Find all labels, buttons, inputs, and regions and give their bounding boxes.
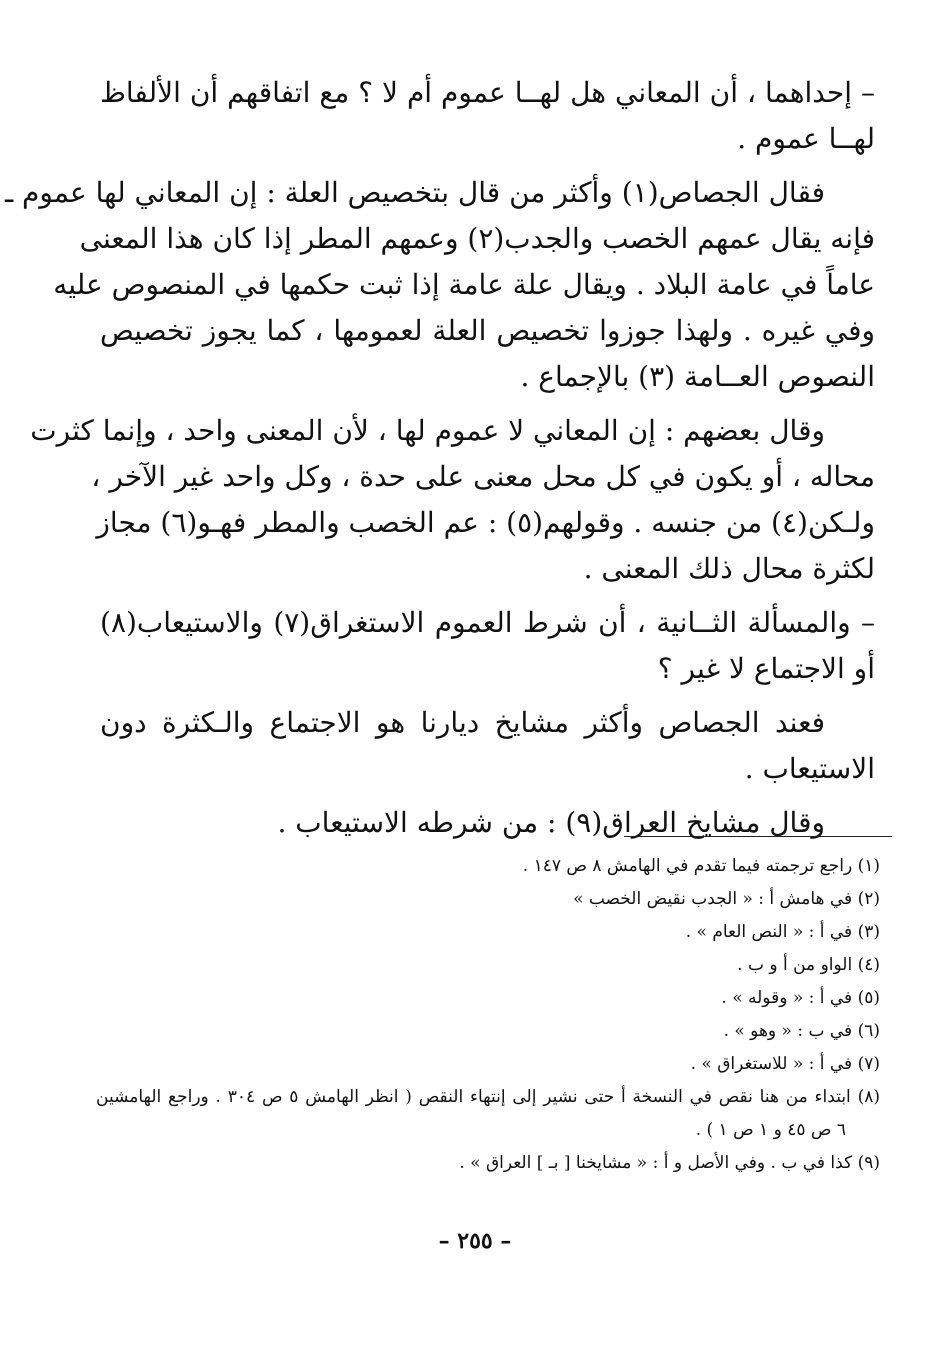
footnote: (٨) ابتداء من هنا نقص في النسخة أ حتى نشير إلى إنتهاء النقص ( انظر الهامش ٥ ص ٣٠٤ . وراجع الهامشين xyxy=(96,1087,880,1107)
text-line: – والمسألة الثــانية ، أن شرط العموم الاستغراق(٧) والاستيعاب(٨) xyxy=(100,606,876,639)
text-line: الاستيعاب . xyxy=(744,752,875,785)
text-line: النصوص العــامة (٣) بالإجماع . xyxy=(520,360,875,393)
footnote: (٩) كذا في ب . وفي الأصل و أ : « مشايخنا [ بـ ] العراق » . xyxy=(459,1153,880,1173)
footnote: (٥) في أ : « وقوله » . xyxy=(721,988,880,1008)
main-text xyxy=(4,70,876,846)
footnote-separator xyxy=(624,836,892,837)
text-line: فعند الجصاص وأكثر مشايخ ديارنا هو الاجتماع والـكثرة دون xyxy=(100,706,825,739)
text-line: أو الاجتماع لا غير ؟ xyxy=(657,652,875,685)
text-line: – إحداهما ، أن المعاني هل لهــا عموم أم لا ؟ مع اتفاقهم أن الألفاظ xyxy=(100,76,875,109)
text-line: محاله ، أو يكون في كل محل معنى على حدة ، وكل واحد غير الآخر ، xyxy=(91,460,875,493)
text-line: وقال مشايخ العراق(٩) : من شرطه الاستيعاب . xyxy=(277,806,825,839)
text-line: وقال بعضهم : إن المعاني لا عموم لها ، لأن المعنى واحد ، وإنما كثرت xyxy=(30,414,825,447)
page-number: – ٢٥٥ – xyxy=(438,1228,512,1254)
footnote: (٢) في هامش أ : « الجدب نقيض الخصب » xyxy=(573,889,880,909)
footnote: (١) راجع ترجمته فيما تقدم في الهامش ٨ ص ١٤٧ . xyxy=(522,856,880,876)
text-line: فإنه يقال عمهم الخصب والجدب(٢) وعمهم المطر إذا كان هذا المعنى xyxy=(79,222,875,255)
footnote-continuation: ٦ ص ٤٥ و ١ ص ١ ) . xyxy=(695,1120,846,1140)
footnotes xyxy=(96,850,880,1180)
text-line: عاماً في عامة البلاد . ويقال علة عامة إذا ثبت حكمها في المنصوص عليه xyxy=(53,268,875,301)
footnote: (٤) الواو من أ و ب . xyxy=(737,955,880,975)
footnote: (٧) في أ : « للاستغراق » . xyxy=(690,1054,880,1074)
text-line: لكثرة محال ذلك المعنى . xyxy=(583,552,875,585)
text-line: وفي غيره . ولهذا جوزوا تخصيص العلة لعمومها ، كما يجوز تخصيص xyxy=(100,314,875,347)
text-line: ولـكن(٤) من جنسه . وقولهم(٥) : عم الخصب والمطر فهـو(٦) مجاز xyxy=(96,506,875,539)
footnote: (٣) في أ : « النص العام » . xyxy=(685,922,880,942)
footnote: (٦) في ب : « وهو » . xyxy=(723,1021,880,1041)
text-line: فقال الجصاص(١) وأكثر من قال بتخصيص العلة : إن المعاني لها عموم ـ xyxy=(4,176,825,209)
text-line: لهــا عموم . xyxy=(737,122,875,155)
